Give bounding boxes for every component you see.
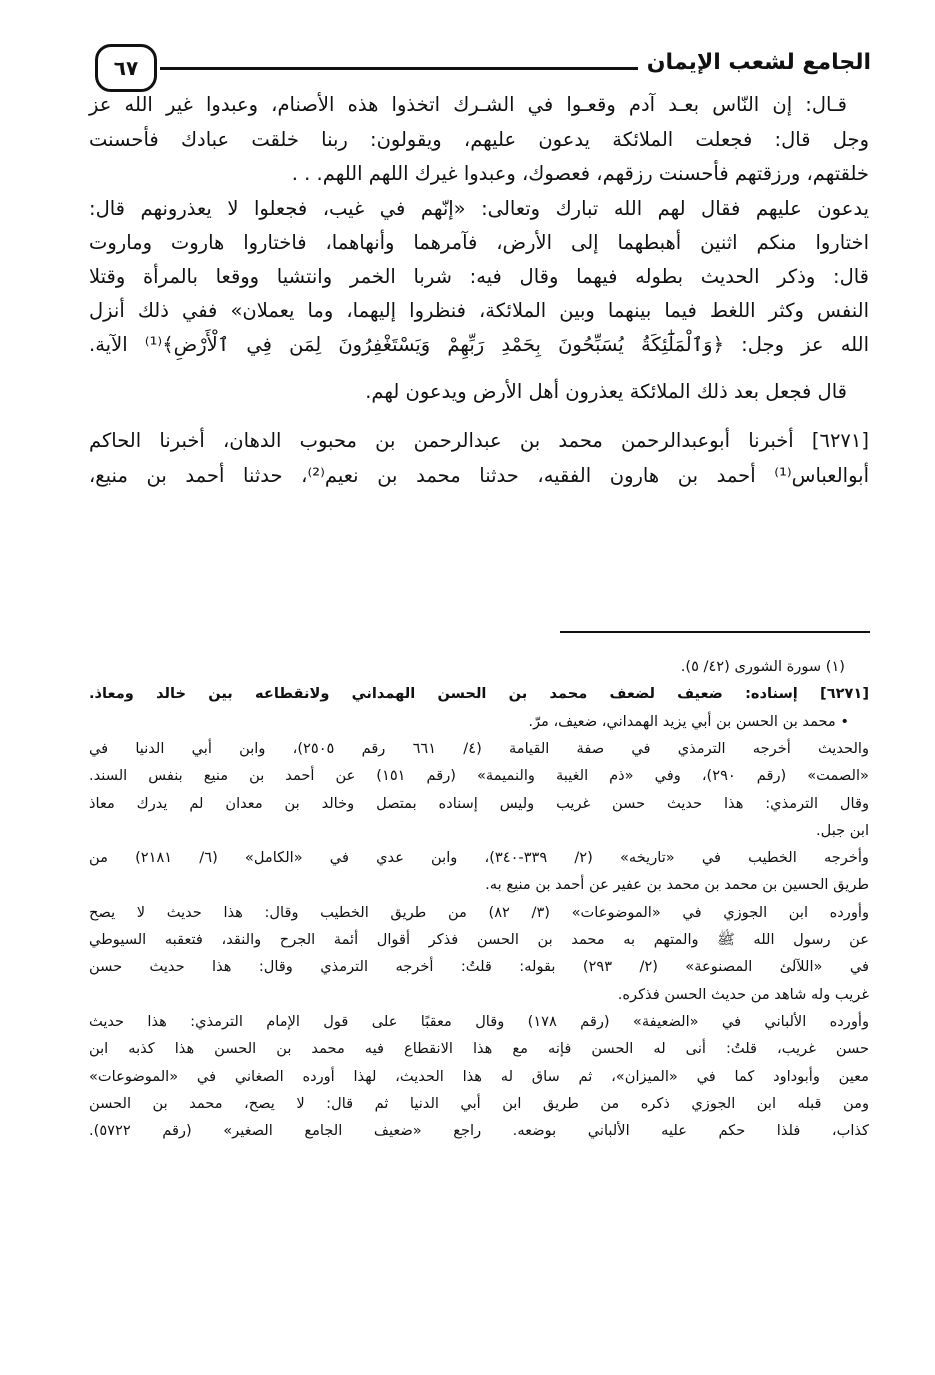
footnote-line: • محمد بن الحسن بن أبي يزيد الهمداني، ضعيف، مرّ. <box>528 712 849 730</box>
footnote-line: حسن غريب، قلتُ: أنى له الحسن فإنه مع هذا الانقطاع فيه محمد بن الحسن هذا كذبه ابن <box>89 1040 869 1058</box>
footnote-line: ومن قبله ابن الجوزي ذكره من طريق ابن أبي الدنيا ثم قال: لا يصح، محمد بن الحسن <box>89 1094 869 1112</box>
header-rule <box>160 67 638 70</box>
footnote-line: كذاب، فلذا حكم عليه الألباني بوضعه. راجع «ضعيف الجامع الصغير» (رقم ٥٧٢٢). <box>89 1122 869 1140</box>
footnote-line: وقال الترمذي: هذا حديث حسن غريب وليس إسناده بمتصل وخالد بن معدان لم يدرك معاذ <box>89 794 869 812</box>
footnote-line: وأورده الألباني في «الضعيفة» (رقم ١٧٨) وقال معقبًا على قول الإمام الترمذي: هذا حديث <box>89 1012 869 1030</box>
main-text-line: اختاروا منكم اثنين أهبطهما إلى الأرض، فآمرهما وأنهاهما، فاختاروا هاروت وماروت <box>89 231 869 254</box>
main-text-line: الله عز وجل: ﴿وَٱلْمَلَٰٓئِكَةُ يُسَبِّحُونَ بِحَمْدِ رَبِّهِمْ وَيَسْتَغْفِرُونَ لِمَن فِي ٱلْأَرْضِ﴾⁽¹⁾ الآية. <box>89 333 869 356</box>
footnote-line: (١) سورة الشورى (٤٢/ ٥). <box>680 658 845 675</box>
page-number: ٦٧ <box>95 44 157 92</box>
footnote-line: في «اللآلئ المصنوعة» (٢/ ٢٩٣) بقوله: قلتُ: أخرجه الترمذي وقال: هذا حديث حسن <box>89 958 869 976</box>
footnote-line: وأورده ابن الجوزي في «الموضوعات» (٣/ ٨٢) من طريق الخطيب وقال: هذا حديث لا يصح <box>89 903 869 921</box>
main-text-line: وجل قال: فجعلت الملائكة يدعون عليهم، ويقولون: ربنا خلقت عبادك فأحسنت <box>89 128 869 151</box>
main-text-line: يدعون عليهم فقال لهم الله تبارك وتعالى: «إنّهم في غيب، فجعلوا لا يعذرونهم قال: <box>89 197 869 220</box>
main-text-line: قال فجعل بعد ذلك الملائكة يعذرون أهل الأرض ويدعون لهم. <box>365 380 847 403</box>
main-text-line: خلقتهم، ورزقتهم فأحسنت رزقهم، فعصوك، وعبدوا غيرك اللهم اللهم. . . <box>291 162 869 185</box>
footnote-line: وأخرجه الخطيب في «تاريخه» (٢/ ٣٣٩-٣٤٠)، وابن عدي في «الكامل» (٦/ ٢١٨١) من <box>89 849 869 867</box>
footnote-line: [٦٢٧١] إسناده: ضعيف لضعف محمد بن الحسن الهمداني ولانقطاعه بين خالد ومعاذ. <box>89 685 869 703</box>
main-text-line: النفس وكثر اللغط فيما بينهما وبين الملائكة، فنظروا إليهما، وما يعملان» ففي ذلك أنزل <box>89 299 869 322</box>
main-text-line: أبوالعباس⁽¹⁾ أحمد بن هارون الفقيه، حدثنا محمد بن نعيم⁽²⁾، حدثنا أحمد بن منيع، <box>89 464 869 487</box>
main-text-line: قـال: إن النّاس بعـد آدم وقعـوا في الشـرك اتخذوا هذه الأصنام، وعبدوا غير الله عز <box>89 93 847 116</box>
footnote-line: عن رسول الله ﷺ والمتهم به محمد بن الحسن فذكر أقوال أئمة الجرح والنقد، فتعقبه السيوطي <box>89 931 869 948</box>
book-title: الجامع لشعب الإيمان <box>646 50 871 75</box>
footnote-line: معين وأبوداود كما في «الميزان»، ثم ساق له هذا الحديث، لهذا أورده الصغاني في «الموضوعات» <box>89 1067 869 1085</box>
footnote-line: غريب وله شاهد من حديث الحسن فذكره. <box>617 985 869 1003</box>
footnote-line: «الصمت» (رقم ٢٩٠)، وفي «ذم الغيبة والنميمة» (رقم ١٥١) عن أحمد بن منيع بنفس السند. <box>89 767 869 785</box>
footnote-line: ابن جبل. <box>816 821 869 839</box>
footnote-separator <box>560 631 870 633</box>
footnote-line: طريق الحسين بن محمد بن محمد بن عفير عن أحمد بن منيع به. <box>485 876 869 894</box>
main-text-line: قال: وذكر الحديث بطوله فيهما وقال فيه: شربا الخمر وانتشيا ووقعا بالمرأة وقتلا <box>89 265 869 288</box>
footnote-line: والحديث أخرجه الترمذي في صفة القيامة (٤/ ٦٦١ رقم ٢٥٠٥)، وابن أبي الدنيا في <box>89 739 870 757</box>
main-text-line: [٦٢٧١] أخبرنا أبوعبدالرحمن محمد بن عبدالرحمن بن محبوب الدهان، أخبرنا الحاكم <box>89 429 869 452</box>
